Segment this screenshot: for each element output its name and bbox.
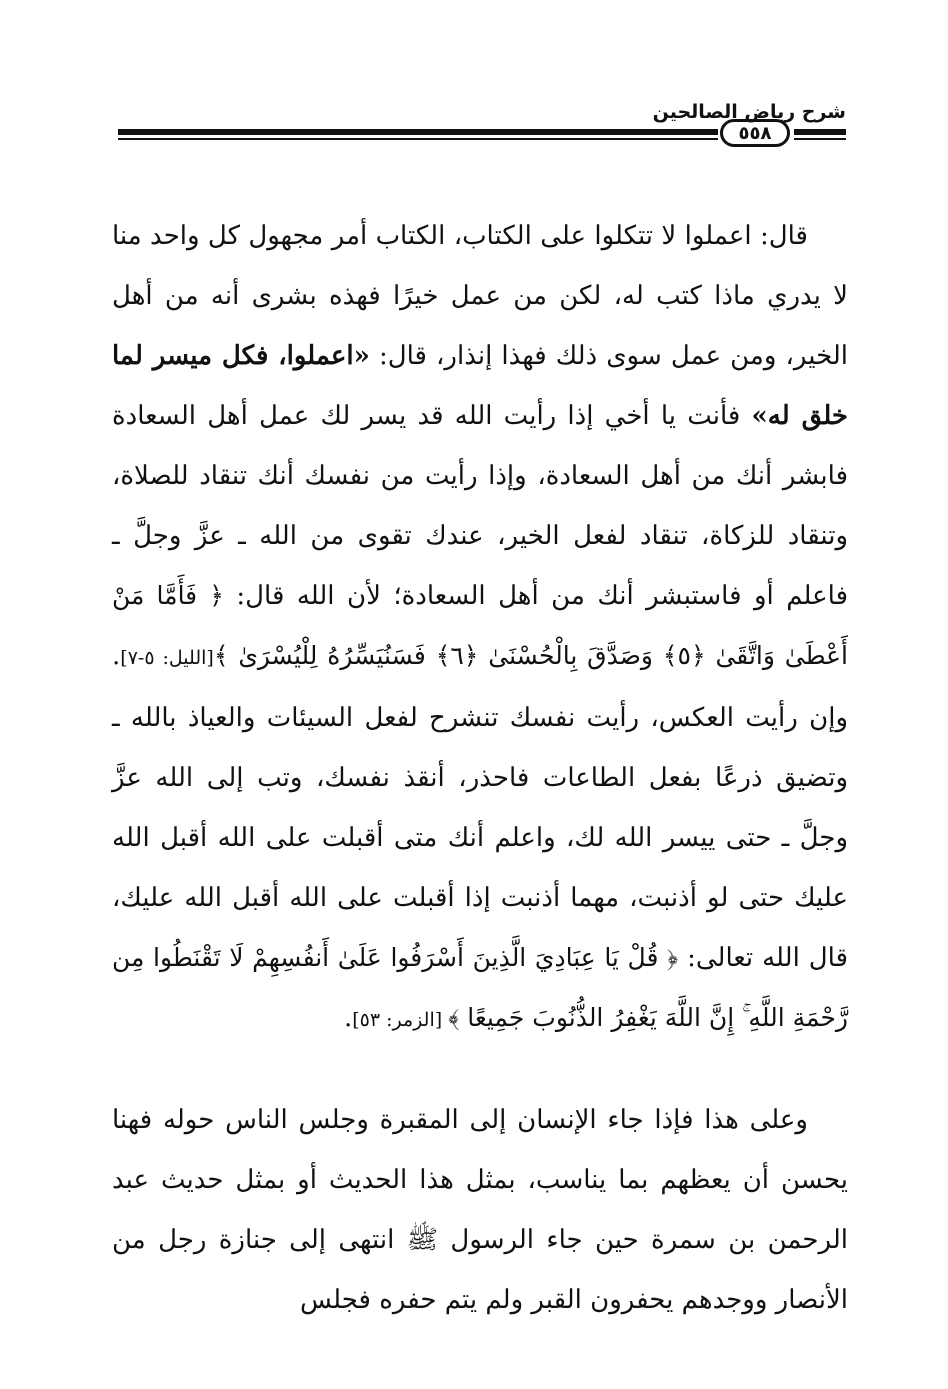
page-number-badge (720, 119, 790, 147)
header-rule-thin (118, 138, 718, 140)
text-segment: وعلى هذا فإذا جاء الإنسان إلى المقبرة وجلس الناس حوله فهنا يحسن أن يعظهم بما يناسب، بمثل هذا الحديث أو بمثل حديث عبد الرحمن بن سمرة حين جاء الرسول ﷺ انتهى إلى جنازة رجل من الأنصار ووجدهم يحفرون القبر ولم يتم حفره فجلس (112, 1105, 848, 1315)
verse-reference: [الزمر: ٥٣] (352, 1009, 449, 1031)
page-header (118, 95, 846, 165)
header-rule-left (118, 129, 718, 143)
text-segment: فأنت يا أخي إذا رأيت الله قد يسر لك عمل أهل السعادة فابشر أنك من أهل السعادة، وإذا رأيت من نفسك أنك تنقاد للصلاة، وتنقاد للزكاة، تنقاد لفعل الخير، عندك تقوى من الله ـ عزَّ وجلَّ ـ فاعلم أو فاستبشر أنك من أهل السعادة؛ لأن الله قال: (112, 401, 848, 611)
paragraph-1 (112, 206, 848, 1050)
header-rule-thick (794, 129, 846, 135)
text-segment: . وإن رأيت العكس، رأيت نفسك تنشرح لفعل السيئات والعياذ بالله ـ وتضيق ذرعًا بفعل الطاعات فاحذر، أنقذ نفسك، وتب إلى الله عزَّ وجلَّ ـ حتى ييسر الله لك، واعلم أنك متى أقبلت على الله أقبل الله عليك حتى لو أذنبت، مهما أذنبت إذا أقبلت على الله أقبل الله عليك، قال الله تعالى: (112, 641, 849, 973)
page-body (112, 206, 848, 1330)
hadith-quote: «اعملوا، فكل ميسر لما خلق له» (112, 341, 848, 431)
text-segment: . (343, 1003, 353, 1033)
header-rule-right (794, 129, 846, 143)
quran-verse: ﴿ قُلْ يَا عِبَادِيَ الَّذِينَ أَسْرَفُوا عَلَىٰ أَنفُسِهِمْ لَا تَقْنَطُوا مِن رَّحْمَةِ اللَّهِ ۚ إِنَّ اللَّهَ يَغْفِرُ الذُّنُوبَ جَمِيعًا ﴾ (112, 943, 848, 1032)
quran-verse: ﴿ فَأَمَّا مَنْ أَعْطَىٰ وَاتَّقَىٰ ﴿٥﴾ وَصَدَّقَ بِالْحُسْنَىٰ ﴿٦﴾ فَسَنُيَسِّرُهُ لِلْيُسْرَىٰ ﴾ (112, 581, 848, 670)
paragraph-2 (112, 1090, 848, 1330)
verse-reference: [الليل: ٥-٧] (120, 647, 214, 669)
book-title: شرح رياض الصالحين (652, 101, 846, 123)
header-rule-thick (118, 129, 718, 135)
page-number: ٥٥٨ (738, 122, 772, 144)
text-segment: قال: اعملوا لا تتكلوا على الكتاب، الكتاب أمر مجهول كل واحد منا لا يدري ماذا كتب له، لكن من عمل خيرًا فهذه بشرى أنه من أهل الخير، ومن عمل سوى ذلك فهذا إنذار، قال: (112, 221, 848, 371)
header-rule-thin (794, 138, 846, 140)
